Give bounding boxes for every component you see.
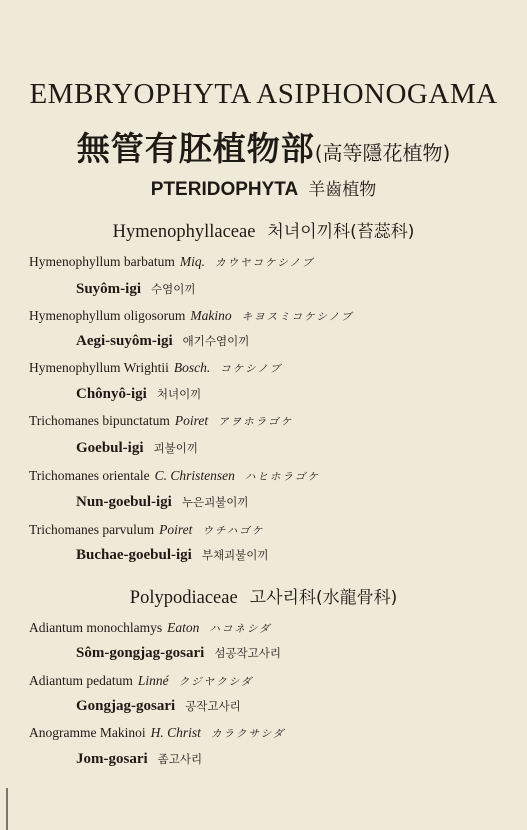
romanized-name: Nun-goebul-igi xyxy=(76,494,172,510)
author: Bosch. xyxy=(173,360,211,375)
hangul-name: 누은괴불이끼 xyxy=(181,495,249,509)
species-line xyxy=(29,308,354,324)
romanized-name: Chônyô-igi xyxy=(76,386,147,402)
family-name: Hymenophyllaceae xyxy=(112,222,256,242)
korean-name-line xyxy=(76,440,198,457)
class-alt: 羊齒植物 xyxy=(308,180,377,200)
species-line xyxy=(29,620,271,636)
scientific-name: Adiantum monochlamys xyxy=(29,620,163,635)
japanese-name: カウヤコケシノブ xyxy=(214,257,315,269)
division-name: 無管有胚植物部 xyxy=(76,129,315,168)
scientific-name: Adiantum pedatum xyxy=(29,673,133,688)
author: Eaton xyxy=(167,620,200,635)
author: H. Christ xyxy=(150,725,201,740)
species-line xyxy=(29,725,285,741)
species-line xyxy=(29,468,320,484)
class-heading xyxy=(0,175,527,201)
hangul-name: 괴불이끼 xyxy=(153,441,198,455)
species-line xyxy=(29,673,253,689)
division-heading xyxy=(0,123,527,170)
family-korean: 처녀이끼科(苔蕊科) xyxy=(267,222,415,242)
romanized-name: Gongjag-gosari xyxy=(76,698,176,714)
romanized-name: Aegi-suyôm-igi xyxy=(76,333,173,349)
romanized-name: Goebul-igi xyxy=(76,440,144,456)
korean-name-line xyxy=(76,386,201,403)
hangul-name: 공작고사리 xyxy=(185,699,241,713)
family-heading xyxy=(0,583,527,609)
scientific-name: Trichomanes parvulum xyxy=(29,522,155,537)
scientific-name: Hymenophyllum oligosorum xyxy=(29,308,186,323)
page-title: EMBRYOPHYTA ASIPHONOGAMA xyxy=(29,78,498,110)
japanese-name: コケシノブ xyxy=(220,363,283,375)
romanized-name: Jom-gosari xyxy=(76,751,148,767)
hangul-name: 애기수염이끼 xyxy=(182,334,250,348)
korean-name-line xyxy=(76,494,249,511)
korean-name-line xyxy=(76,547,269,564)
hangul-name: 좀고사리 xyxy=(157,752,203,766)
hangul-name: 섬공작고사리 xyxy=(214,646,281,660)
family-korean: 고사리科(水龍骨科) xyxy=(249,588,398,608)
scientific-name: Hymenophyllum Wrightii xyxy=(29,360,169,375)
author: Poiret xyxy=(159,522,193,537)
scientific-name: Anogramme Makinoi xyxy=(29,725,146,740)
scientific-name: Hymenophyllum barbatum xyxy=(29,254,175,269)
species-line xyxy=(29,360,282,376)
japanese-name: ウチハゴケ xyxy=(202,525,265,537)
romanized-name: Sôm-gongjag-gosari xyxy=(76,645,205,661)
japanese-name: ハヒホラゴケ xyxy=(244,471,320,483)
korean-name-line xyxy=(76,751,202,768)
hangul-name: 수염이끼 xyxy=(151,282,196,296)
species-line xyxy=(29,522,264,538)
korean-name-line xyxy=(76,645,281,662)
korean-name-line xyxy=(76,698,241,715)
author: C. Christensen xyxy=(154,468,235,483)
species-line xyxy=(29,254,314,270)
author: Makino xyxy=(190,308,232,323)
class-name: PTERIDOPHYTA xyxy=(150,179,299,200)
romanized-name: Buchae-goebul-igi xyxy=(76,547,192,563)
author: Miq. xyxy=(179,254,205,269)
japanese-name: ハコネシダ xyxy=(209,623,272,635)
scientific-name: Trichomanes orientale xyxy=(29,468,150,483)
author: Poiret xyxy=(174,413,209,428)
division-alt: (高等隱花植物) xyxy=(314,141,451,165)
hangul-name: 부채괴불이끼 xyxy=(201,548,269,562)
scientific-name: Trichomanes bipunctatum xyxy=(29,413,170,428)
korean-name-line xyxy=(76,281,195,298)
family-heading xyxy=(0,217,527,243)
page-edge-shadow xyxy=(6,788,8,830)
hangul-name: 처녀이끼 xyxy=(156,387,202,401)
japanese-name: キヨスミコケシノブ xyxy=(241,311,354,323)
author: Linné xyxy=(137,673,169,688)
japanese-name: クジヤクシダ xyxy=(178,676,254,688)
species-line xyxy=(29,413,293,429)
japanese-name: アヲホラゴケ xyxy=(218,416,294,428)
korean-name-line xyxy=(76,333,249,350)
japanese-name: カラクサシダ xyxy=(210,728,286,740)
romanized-name: Suyôm-igi xyxy=(76,281,142,297)
family-name: Polypodiaceae xyxy=(129,588,238,608)
